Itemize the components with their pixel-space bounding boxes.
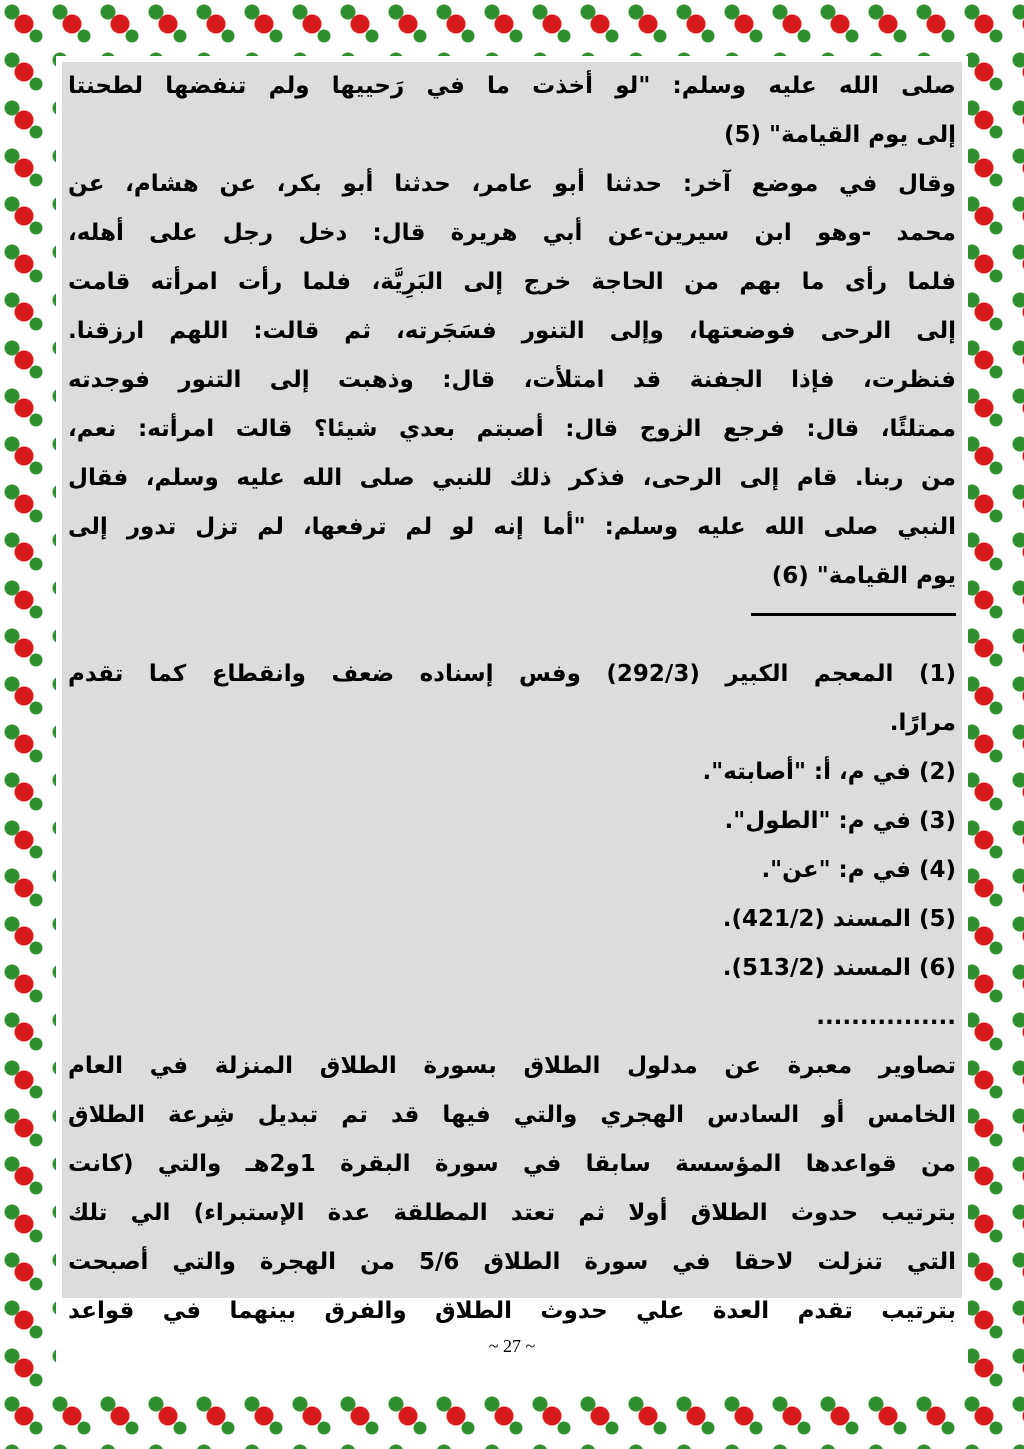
body-line: وقال في موضع آخر: حدثنا أبو عامر، حدثنا أبو بكر، عن هشام، عن [68,171,956,197]
body-line: ممتلئًا، قال: فرجع الزوج قال: أصبتم بعدي شيئا؟ قالت امرأته: نعم، [68,416,956,442]
commentary-line: تصاوير معبرة عن مدلول الطلاق بسورة الطلاق المنزلة في العام [68,1053,956,1079]
footnote: (2) في م، أ: "أصابته". [702,759,956,785]
footnote: (4) في م: "عن". [761,857,956,883]
commentary-line: بترتيب تقدم العدة علي حدوث الطلاق والفرق بينهما في قواعد [68,1298,956,1324]
text-block [62,62,962,1324]
footnote-separator [68,601,956,650]
body-line: فنظرت، فإذا الجفنة قد امتلأت، قال: وذهبت إلى التنور فوجدته [68,367,956,393]
body-line: النبي صلى الله عليه وسلم: "أما إنه لو لم ترفعها، لم تزل تدور إلى [68,514,956,540]
body-line: فلما رأى ما بهم من الحاجة خرج إلى البَرِيَّة، فلما رأت امرأته قامت [68,269,956,295]
commentary-line: من قواعدها المؤسسة سابقا في سورة البقرة 1و2هـ والتي (كانت [68,1151,956,1177]
body-line: إلى الرحى فوضعتها، وإلى التنور فسَجَرته، ثم قالت: اللهم ارزقنا. [68,318,956,344]
body-line: محمد -وهو ابن سيرين-عن أبي هريرة قال: دخل رجل على أهله، [68,220,956,246]
body-line: إلى يوم القيامة" (5) [723,122,956,148]
page-number: ~ 27 ~ [488,1336,536,1356]
footnote: (6) المسند (513/2). [722,955,956,981]
body-line: صلى الله عليه وسلم: "لو أخذت ما في رَحييها ولم تنفضها لطحنتا [68,73,956,99]
dotted-separator: ................ [816,1004,956,1030]
footnote: مرارًا. [889,710,956,736]
footnote: (1) المعجم الكبير (292/3) وفس إسناده ضعف وانقطاع كما تقدم [68,661,956,687]
body-line: يوم القيامة" (6) [771,563,956,589]
footnote: (3) في م: "الطول". [724,808,956,834]
commentary-line: التي تنزلت لاحقا في سورة الطلاق 5/6 من الهجرة والتي أصبحت [68,1249,956,1275]
footnote: (5) المسند (421/2). [722,906,956,932]
commentary-line: الخامس أو السادس الهجري والتي فيها قد تم تبديل شِرعة الطلاق [68,1102,956,1128]
commentary-line: بترتيب حدوث الطلاق أولا ثم تعتد المطلقة عدة الإستبراء) الي تلك [68,1200,956,1226]
body-line: من ربنا. قام إلى الرحى، فذكر ذلك للنبي صلى الله عليه وسلم، فقال [68,465,956,491]
